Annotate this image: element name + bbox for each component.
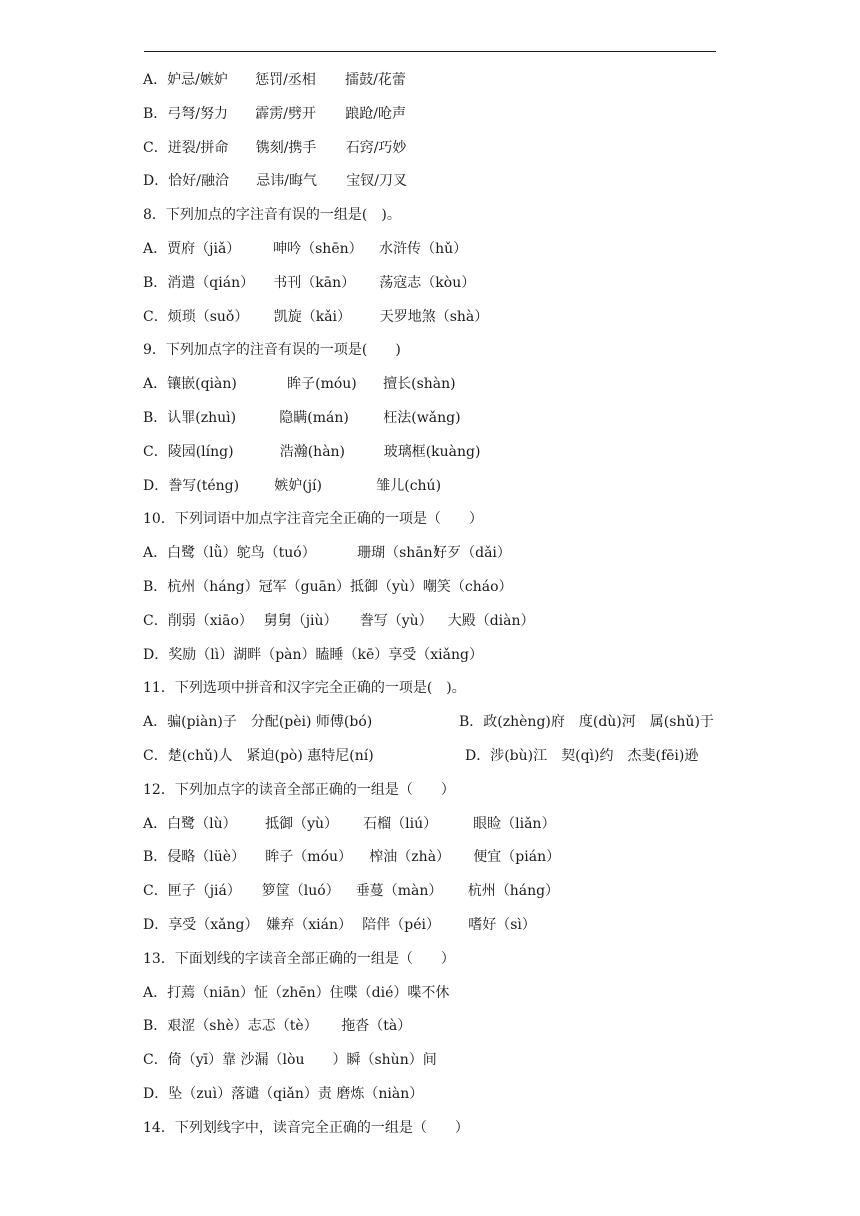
question-11: 11．下列选项中拼音和汉字完全正确的一项是( )。 (143, 680, 466, 697)
option-q7-b: B．弓弩/努力 霹雳/劈开 踉跄/呛声 (143, 105, 407, 122)
question-10: 10．下列词语中加点字注音完全正确的一项是（ ） (143, 511, 483, 528)
worksheet-content (143, 66, 743, 1148)
option-q11-b: B．政(zhèng)府 度(dù)河 属(shǔ)于 (459, 714, 714, 731)
option-q9-c: C．陵园(líng) 浩瀚(hàn) 玻璃框(kuàng) (143, 443, 481, 460)
option-q11-row2 (143, 742, 743, 776)
option-q13-b: B．艰涩（shè）志忑（tè） 拖沓（tà） (143, 1018, 412, 1035)
option-q11-a: A．骗(piàn)子 分配(pèi) 师傅(bó) (143, 714, 373, 731)
option-q9-b: B．认罪(zhuì) 隐瞒(mán) 枉法(wǎng) (143, 409, 461, 426)
option-q7-a: A．妒忌/嫉妒 惩罚/丞相 擂鼓/花蕾 (143, 72, 406, 88)
option-q13-c: C．倚（yī）靠 沙漏（lòu ）瞬（shùn）间 (143, 1052, 437, 1069)
option-q11-c: C．楚(chǔ)人 紧迫(pò) 惠特尼(ní) (143, 747, 374, 764)
option-q7-c: C．迸裂/拼命 镌刻/携手 石窍/巧妙 (143, 139, 407, 156)
option-q9-a: A．镶嵌(qiàn) 眸子(móu) 擅长(shàn) (143, 376, 456, 393)
option-q8-c: C．烦琐（suǒ） 凯旋（kǎi） 天罗地煞（shà） (143, 308, 489, 325)
option-q13-d: D．坠（zuì）落谴（qiǎn）责 磨炼（niàn） (143, 1085, 424, 1102)
option-q10-c: C．削弱（xiāo） 舅舅（jiù） 誊写（yù） 大殿（diàn） (143, 612, 535, 629)
option-q10-a: A．白鹭（lǜ）鸵鸟（tuó） 珊瑚（shān）好歹（dǎi） (143, 545, 511, 562)
option-q9-d: D．誊写(téng) 嫉妒(jí) 雏儿(chú) (143, 477, 442, 494)
question-14: 14．下列划线字中，读音完全正确的一组是（ ） (143, 1119, 469, 1136)
option-q10-d: D．奖励（lì）湖畔（pàn）瞌睡（kē）享受（xiǎng） (143, 646, 483, 663)
option-q8-b: B．消遣（qián） 书刊（kān） 荡寇志（kòu） (143, 274, 476, 291)
option-q7-d: D．恰好/融洽 忌讳/晦气 宝钗/刀叉 (143, 173, 407, 190)
option-q13-a: A．打蔫（niān）怔（zhēn）住喋（dié）喋不休 (143, 984, 450, 1001)
option-q12-d: D．享受（xǎng） 嫌弃（xián） 陪伴（péi） 嗜好（sì） (143, 916, 536, 933)
option-q11-row1 (143, 708, 743, 742)
option-q12-a: A．白鹭（lù） 抵御（yù） 石榴（liú） 眼睑（liǎn） (143, 815, 556, 832)
question-8: 8．下列加点的字注音有误的一组是( )。 (143, 207, 401, 224)
option-q10-b: B．杭州（háng）冠军（guān）抵御（yù）嘲笑（cháo） (143, 578, 513, 595)
option-q11-d: D．涉(bù)江 契(qì)约 杰斐(fēi)逊 (465, 747, 699, 764)
question-9: 9．下列加点字的注音有误的一项是( ) (143, 342, 401, 359)
option-q12-c: C．匣子（jiá） 箩筐（luó） 垂蔓（màn） 杭州（háng） (143, 883, 560, 900)
header-rule (144, 51, 716, 52)
question-12: 12．下列加点字的读音全部正确的一组是（ ） (143, 781, 455, 798)
option-q8-a: A．贾府（jiǎ） 呻吟（shēn） 水浒传（hǔ） (143, 240, 468, 257)
question-13: 13．下面划线的字读音全部正确的一组是（ ） (143, 950, 455, 967)
option-q12-b: B．侵略（lüè） 眸子（móu） 榨油（zhà） 便宜（pián） (143, 849, 561, 866)
